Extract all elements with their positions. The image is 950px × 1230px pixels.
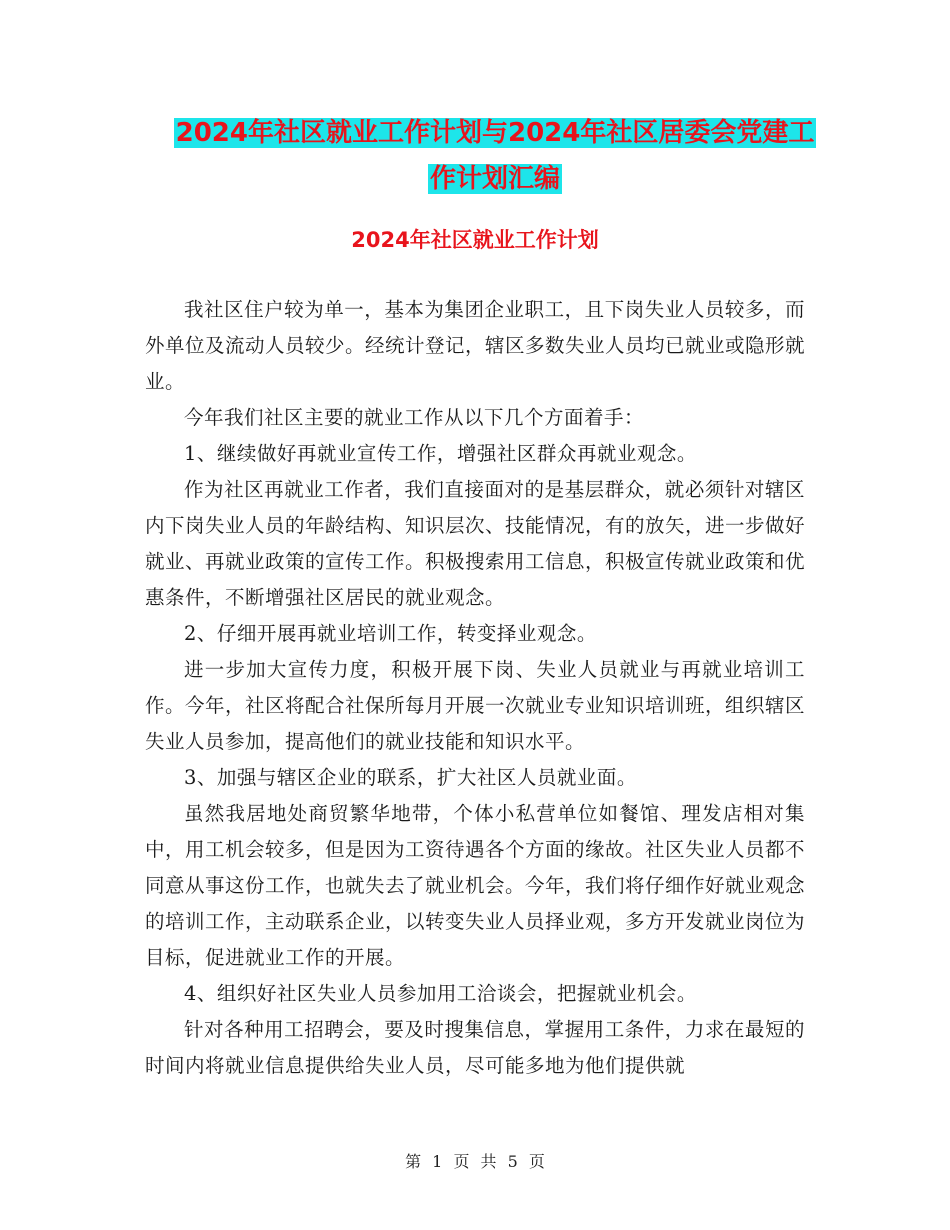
heading-item-4: 4、组织好社区失业人员参加用工洽谈会，把握就业机会。 [184,982,697,1005]
paragraph-item-1: 作为社区再就业工作者，我们直接面对的是基层群众，就必须针对辖区内下岗失业人员的年龄结构、知识层次、技能情况，有的放矢，进一步做好就业、再就业政策的宣传工作。积极搜索用工信息，积极宣传就业政策和优惠条件，不断增强社区居民的就业观念。 [145,478,806,609]
paragraph-item-4: 针对各种用工招聘会，要及时搜集信息，掌握用工条件，力求在最短的时间内将就业信息提供给失业人员，尽可能多地为他们提供就 [145,1018,805,1077]
paragraph-item-2: 进一步加大宣传力度，积极开展下岗、失业人员就业与再就业培训工作。今年，社区将配合社保所每月开展一次就业专业知识培训班，组织辖区失业人员参加，提高他们的就业技能和知识水平。 [145,658,806,753]
heading-item-3: 3、加强与辖区企业的联系，扩大社区人员就业面。 [184,766,637,789]
document-body [145,292,805,1084]
heading-item-2: 2、仔细开展再就业培训工作，转变择业观念。 [184,622,597,645]
page-footer: 第 1 页 共 5 页 [405,1152,545,1171]
document-title-line2: 作计划汇编 [429,164,560,194]
heading-item-1: 1、继续做好再就业宣传工作，增强社区群众再就业观念。 [184,442,697,465]
section-title: 2024年社区就业工作计划 [351,228,599,252]
paragraph-overview: 今年我们社区主要的就业工作从以下几个方面着手： [184,406,645,429]
document-title [140,110,850,202]
paragraph-item-3: 虽然我居地处商贸繁华地带，个体小私营单位如餐馆、理发店相对集中，用工机会较多，但是因为工资待遇各个方面的缘故。社区失业人员都不同意从事这份工作，也就失去了就业机会。今年，我们将仔细作好就业观念的培训工作，主动联系企业，以转变失业人员择业观，多方开发就业岗位为目标，促进就业工作的开展。 [145,802,806,969]
paragraph-intro: 我社区住户较为单一，基本为集团企业职工，且下岗失业人员较多，而外单位及流动人员较少。经统计登记，辖区多数失业人员均已就业或隐形就业。 [145,298,806,393]
document-title-line1: 2024年社区就业工作计划与2024年社区居委会党建工 [175,118,815,148]
